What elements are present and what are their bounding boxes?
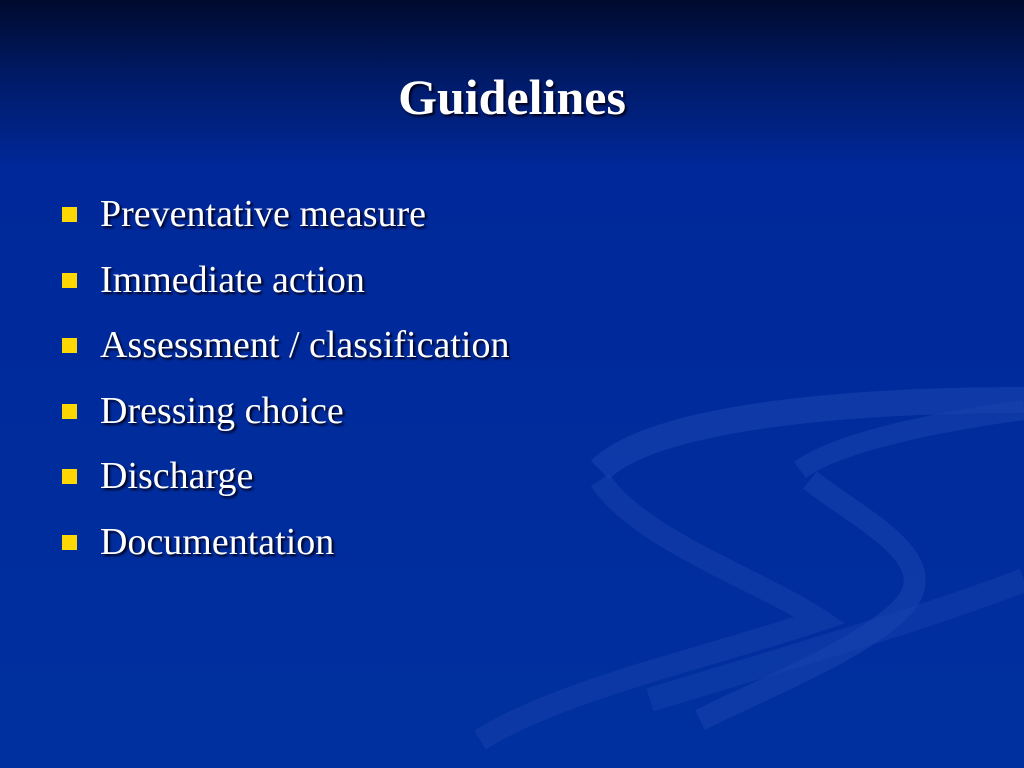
bullet-text: Documentation xyxy=(100,520,335,563)
bullet-text: Preventative measure xyxy=(100,193,427,235)
bullet-text: Assessment / classification xyxy=(100,324,510,367)
bullet-text: Discharge xyxy=(100,455,254,498)
bullet-item xyxy=(62,318,509,384)
bullet-text: Immediate action xyxy=(100,258,365,301)
square-bullet-icon xyxy=(62,207,77,222)
square-bullet-icon xyxy=(62,469,77,484)
slide-title: Guidelines xyxy=(398,69,626,125)
square-bullet-icon xyxy=(62,273,77,288)
square-bullet-icon xyxy=(62,338,77,353)
bullet-item xyxy=(62,449,509,515)
bullet-item xyxy=(62,253,509,319)
bullet-list xyxy=(62,187,509,581)
bullet-item xyxy=(62,515,509,581)
square-bullet-icon xyxy=(62,535,77,550)
square-bullet-icon xyxy=(62,404,77,419)
bullet-item xyxy=(62,187,509,253)
bullet-item xyxy=(62,384,509,450)
bullet-text: Dressing choice xyxy=(100,389,344,432)
